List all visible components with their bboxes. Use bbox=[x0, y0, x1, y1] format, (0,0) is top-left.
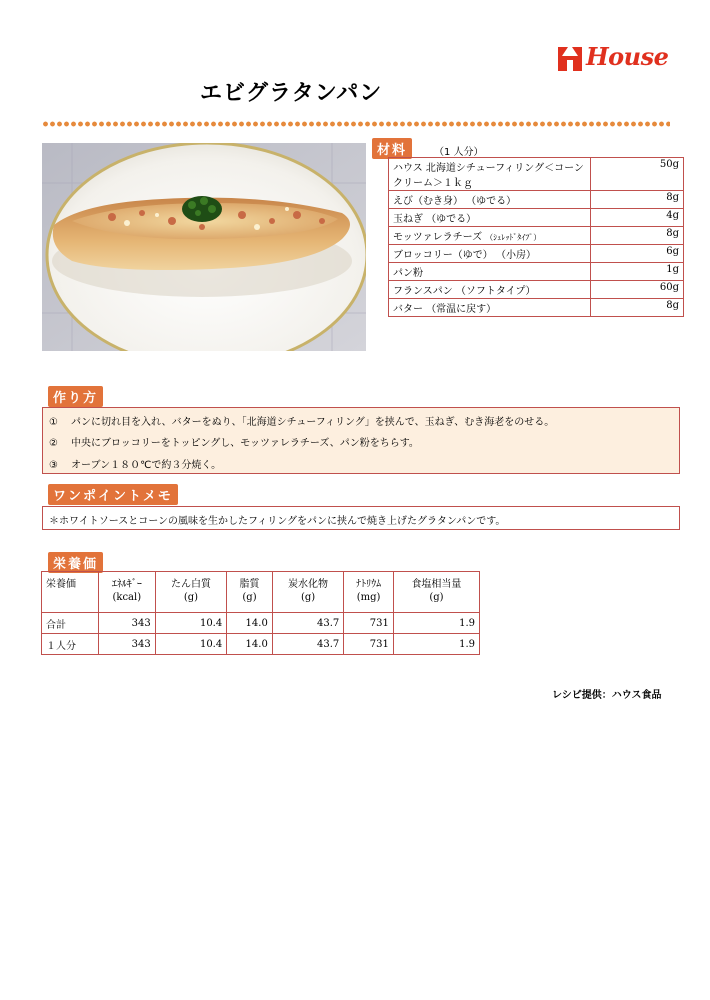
nutrition-unit: (g) bbox=[227, 592, 273, 613]
ingredient-row bbox=[389, 245, 684, 263]
step-text: オーブン１８０℃で約３分焼く。 bbox=[71, 460, 222, 471]
nutrition-units-row bbox=[42, 592, 480, 613]
recipe-credit: レシピ提供：ハウス食品 bbox=[552, 690, 662, 701]
ingredient-amount: 1g bbox=[591, 263, 684, 281]
nutrition-label: 栄養価 bbox=[48, 552, 103, 573]
ingredient-name: ブロッコリー（ゆで） （小房） bbox=[389, 245, 591, 263]
nutrition-value: 43.7 bbox=[272, 613, 343, 634]
gratin-bread-image bbox=[42, 143, 366, 351]
step-number: ① bbox=[49, 417, 58, 428]
nutrition-row bbox=[42, 634, 480, 655]
method-box bbox=[42, 407, 680, 474]
nutrition-header: 食塩相当量 bbox=[393, 572, 479, 593]
ingredient-name: ハウス 北海道シチューフィリング＜コーンクリーム＞１ｋｇ bbox=[389, 158, 591, 191]
nutrition-unit bbox=[42, 592, 99, 613]
ingredient-amount: 4g bbox=[591, 209, 684, 227]
nutrition-value: 43.7 bbox=[272, 634, 343, 655]
nutrition-unit: (mg) bbox=[344, 592, 394, 613]
step-number: ③ bbox=[49, 460, 58, 471]
serving-size: （1 人分） bbox=[434, 147, 484, 158]
nutrition-unit: (g) bbox=[393, 592, 479, 613]
nutrition-row-label: １人分 bbox=[42, 634, 99, 655]
method-step bbox=[49, 413, 554, 428]
nutrition-header: 栄養価 bbox=[42, 572, 99, 593]
ingredient-name: パン粉 bbox=[389, 263, 591, 281]
nutrition-header-row bbox=[42, 572, 480, 593]
house-logo bbox=[558, 42, 678, 76]
nutrition-row-label: 合計 bbox=[42, 613, 99, 634]
step-text: 中央にブロッコリーをトッピングし、モッツァレラチーズ、パン粉をちらす。 bbox=[71, 438, 419, 449]
dotted-divider bbox=[42, 120, 670, 128]
tip-label: ワンポイントメモ bbox=[48, 484, 178, 505]
ingredient-name: えび（むき身） （ゆでる） bbox=[389, 191, 591, 209]
ingredient-row bbox=[389, 281, 684, 299]
step-text: パンに切れ目を入れ、バターをぬり、「北海道シチューフィリング」を挟んで、玉ねぎ、むき海老をのせる。 bbox=[71, 417, 555, 428]
nutrition-value: 1.9 bbox=[393, 634, 479, 655]
ingredient-row bbox=[389, 209, 684, 227]
nutrition-value: 10.4 bbox=[155, 613, 226, 634]
ingredient-amount: 8g bbox=[591, 299, 684, 317]
nutrition-header: ｴﾈﾙｷﾞｰ bbox=[98, 572, 155, 593]
recipe-title: エビグラタンパン bbox=[200, 81, 383, 106]
ingredient-amount: 8g bbox=[591, 191, 684, 209]
ingredient-name-cell bbox=[389, 227, 591, 245]
ingredient-amount: 6g bbox=[591, 245, 684, 263]
logo-text: House bbox=[586, 42, 669, 71]
ingredient-row bbox=[389, 191, 684, 209]
ingredient-name: フランスパン （ソフトタイプ） bbox=[389, 281, 591, 299]
ingredient-row bbox=[389, 227, 684, 245]
recipe-photo bbox=[42, 143, 366, 351]
nutrition-value: 14.0 bbox=[227, 613, 273, 634]
nutrition-header: 炭水化物 bbox=[272, 572, 343, 593]
ingredient-row bbox=[389, 158, 684, 191]
nutrition-value: 731 bbox=[344, 613, 394, 634]
tip-box bbox=[42, 506, 680, 530]
ingredient-name: バター （常温に戻す） bbox=[389, 299, 591, 317]
method-label: 作り方 bbox=[48, 386, 103, 407]
ingredient-name: モッツァレラチーズ bbox=[393, 232, 483, 243]
nutrition-unit: (kcal) bbox=[98, 592, 155, 613]
nutrition-value: 731 bbox=[344, 634, 394, 655]
nutrition-row bbox=[42, 613, 480, 634]
nutrition-value: 343 bbox=[98, 634, 155, 655]
ingredient-row bbox=[389, 263, 684, 281]
house-mark-icon bbox=[558, 47, 582, 71]
nutrition-header: たん白質 bbox=[155, 572, 226, 593]
nutrition-value: 1.9 bbox=[393, 613, 479, 634]
method-step bbox=[49, 456, 221, 471]
method-step bbox=[49, 434, 419, 449]
ingredient-amount: 50g bbox=[591, 158, 684, 191]
ingredient-name: 玉ねぎ （ゆでる） bbox=[389, 209, 591, 227]
nutrition-header: ﾅﾄﾘｳﾑ bbox=[344, 572, 394, 593]
nutrition-unit: (g) bbox=[272, 592, 343, 613]
nutrition-value: 14.0 bbox=[227, 634, 273, 655]
ingredients-table bbox=[388, 157, 684, 317]
ingredient-amount: 8g bbox=[591, 227, 684, 245]
ingredient-note: （ｼｭﾚｯﾄﾞﾀｲﾌﾟ） bbox=[485, 233, 542, 242]
ingredients-label: 材料 bbox=[372, 138, 412, 159]
ingredient-row bbox=[389, 299, 684, 317]
nutrition-value: 10.4 bbox=[155, 634, 226, 655]
nutrition-value: 343 bbox=[98, 613, 155, 634]
ingredient-amount: 60g bbox=[591, 281, 684, 299]
nutrition-table bbox=[41, 571, 480, 655]
nutrition-unit: (g) bbox=[155, 592, 226, 613]
nutrition-header: 脂質 bbox=[227, 572, 273, 593]
step-number: ② bbox=[49, 438, 58, 449]
tip-text: ＊ホワイトソースとコーンの風味を生かしたフィリングをパンに挟んで焼き上げたグラタンパンです。 bbox=[49, 516, 506, 527]
